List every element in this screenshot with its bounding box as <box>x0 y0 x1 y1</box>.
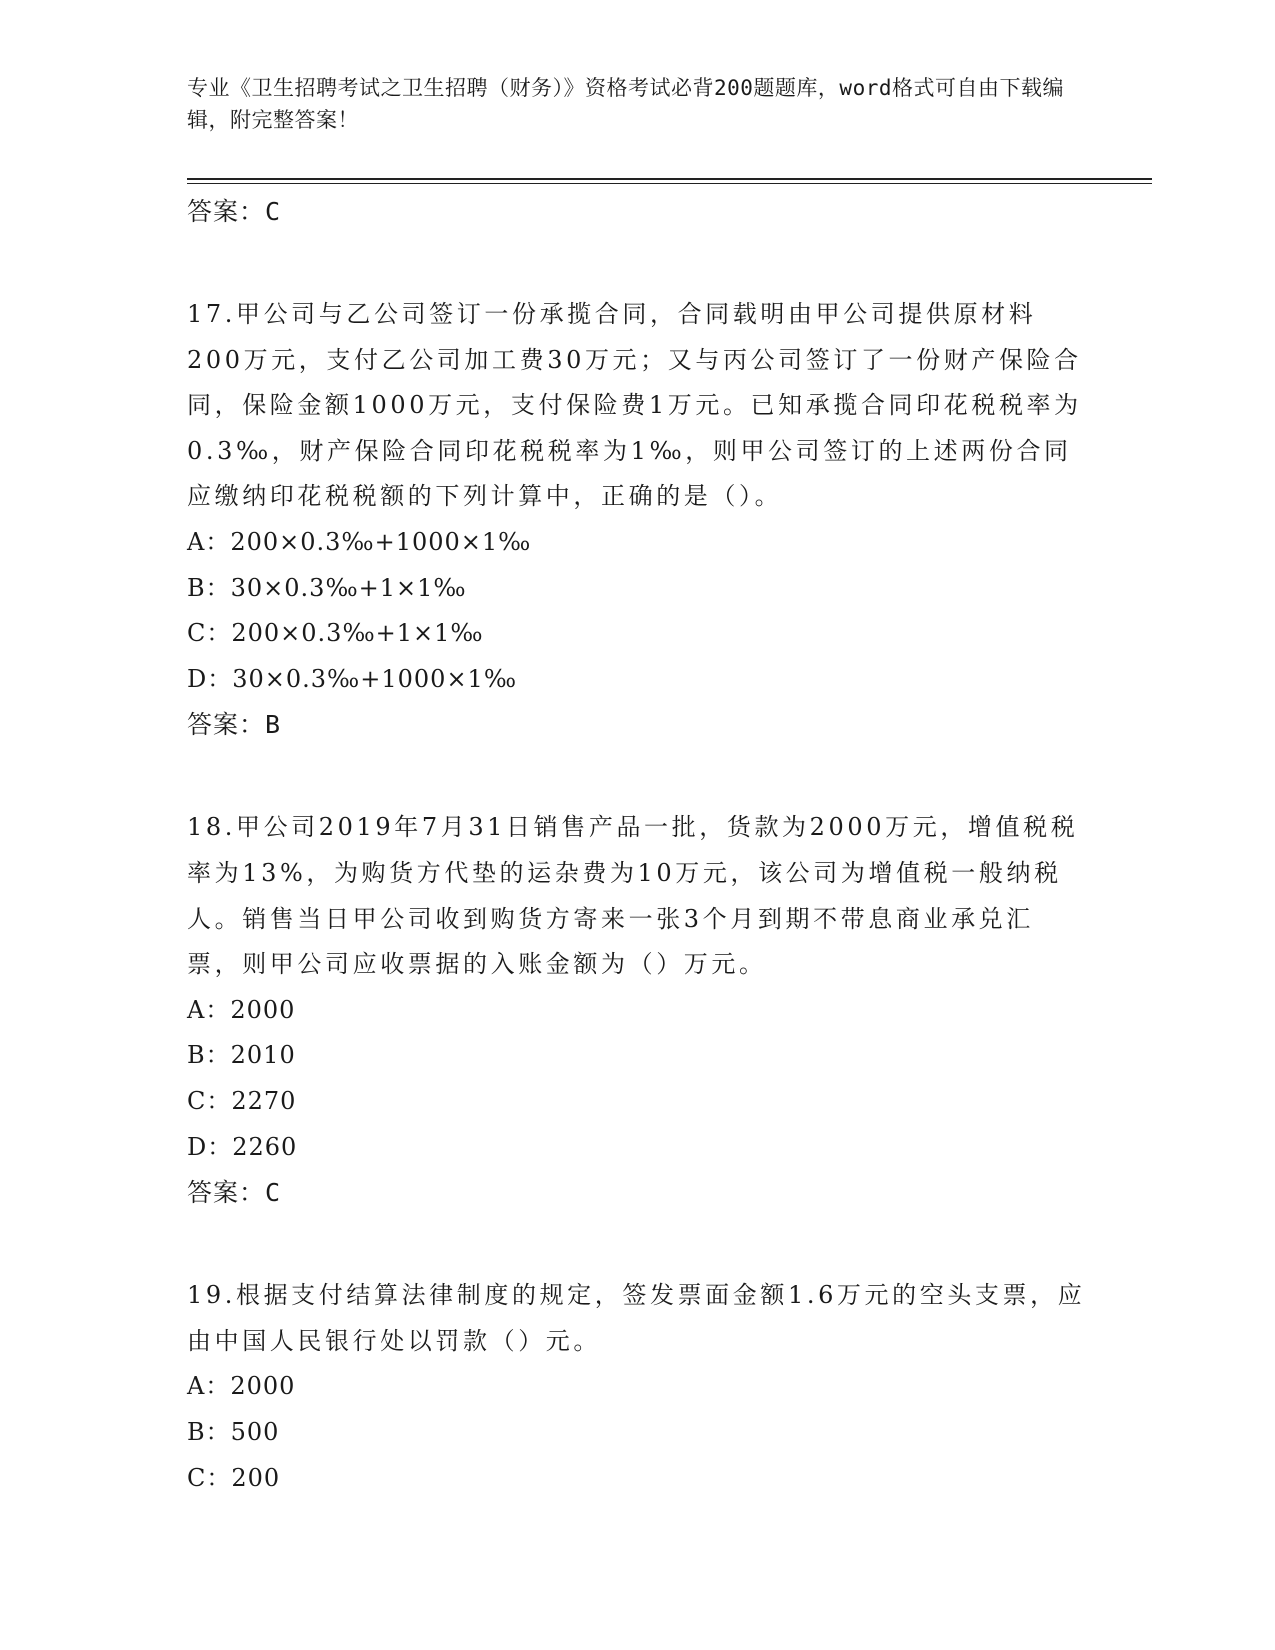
option-a: A：200×0.3‰+1000×1‰ <box>187 528 532 556</box>
option-b: B：2010 <box>187 1041 296 1070</box>
spacer <box>187 1216 1087 1273</box>
document-body <box>187 189 1087 1501</box>
spacer <box>187 235 1087 292</box>
option-c: C：200 <box>187 1463 281 1492</box>
option-c: C：2270 <box>187 1086 297 1115</box>
question-text: 19.根据支付结算法律制度的规定，签发票面金额1.6万元的空头支票，应由中国人民银行处以罚款（）元。 <box>187 1281 1086 1355</box>
option-a: A：2000 <box>187 995 296 1024</box>
option-b: B：500 <box>187 1417 280 1446</box>
header-divider-thin <box>187 183 1152 184</box>
option-b: B：30×0.3‰+1×1‰ <box>187 573 467 602</box>
option-a: A：2000 <box>187 1372 296 1401</box>
question-text: 17.甲公司与乙公司签订一份承揽合同，合同载明由甲公司提供原材料200万元，支付乙公司加工费30万元；又与丙公司签订了一份财产保险合同，保险金额1000万元，支付保险费1万元。已知承揽合同印花税税率为0.3‰，财产保险合同印花税税率为1‰，则甲公司签订的上述两份合同应缴纳印花税税额的下列计算中，正确的是（）。 <box>187 300 1082 511</box>
answer-line: 答案：C <box>187 1178 282 1208</box>
header-divider <box>187 178 1152 180</box>
question-text: 18.甲公司2019年7月31日销售产品一批，货款为2000万元，增值税税率为13%，为购货方代垫的运杂费为10万元，该公司为增值税一般纳税人。销售当日甲公司收到购货方寄来一张3个月到期不带息商业承兑汇票，则甲公司应收票据的入账金额为（）万元。 <box>187 813 1079 979</box>
answer-line: 答案：B <box>187 710 282 740</box>
option-d: D：2260 <box>187 1132 298 1161</box>
option-d: D：30×0.3‰+1000×1‰ <box>187 664 518 693</box>
question-17 <box>187 292 1087 748</box>
answer-line: 答案：C <box>187 197 282 226</box>
question-19 <box>187 1273 1087 1501</box>
question-18 <box>187 805 1087 1216</box>
spacer <box>187 748 1087 805</box>
document-header: 专业《卫生招聘考试之卫生招聘（财务）》资格考试必背200题题库，word格式可自由下载编辑，附完整答案！ <box>187 76 1064 132</box>
option-c: C：200×0.3‰+1×1‰ <box>187 619 484 648</box>
